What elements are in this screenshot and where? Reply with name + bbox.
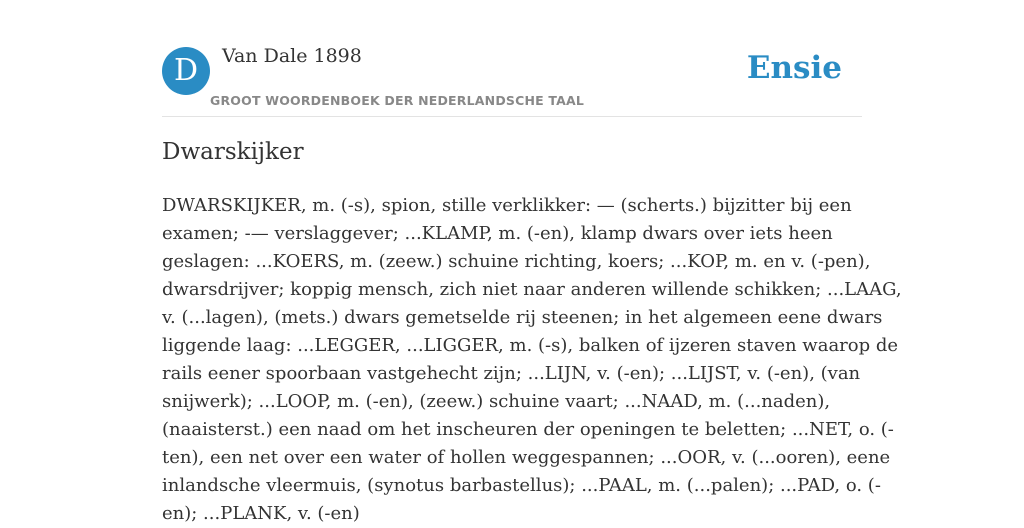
entry-line: rails eener spoorbaan vastgehecht zijn; ...LIJN, v. (-en); ...LIJST, v. (-en), (van bbox=[162, 363, 861, 384]
entry-heading: Dwarskijker bbox=[162, 139, 304, 165]
ensie-brand-link[interactable]: Ensie bbox=[746, 50, 842, 86]
dictionary-logo-badge[interactable]: D bbox=[162, 47, 210, 95]
entry-body bbox=[162, 192, 902, 528]
entry-line: examen; -— verslaggever; ...KLAMP, m. (-en), klamp dwars over iets heen bbox=[162, 223, 833, 244]
entry-line: inlandsche vleermuis, (synotus barbastellus); ...PAAL, m. (...palen); ...PAD, o. (- bbox=[162, 475, 881, 496]
entry-line: DWARSKIJKER, m. (-s), spion, stille verklikker: — (scherts.) bijzitter bij een bbox=[162, 195, 852, 216]
entry-line: en); ...PLANK, v. (-en) bbox=[162, 503, 360, 524]
site-header bbox=[162, 40, 862, 117]
dictionary-subtitle: GROOT WOORDENBOEK DER NEDERLANDSCHE TAAL bbox=[210, 93, 585, 108]
entry-line: dwarsdrijver; koppig mensch, zich niet naar anderen willende schikken; ...LAAG, bbox=[162, 279, 902, 300]
entry-line: geslagen: ...KOERS, m. (zeew.) schuine richting, koers; ...KOP, m. en v. (-pen), bbox=[162, 251, 871, 272]
entry-line: snijwerk); ...LOOP, m. (-en), (zeew.) schuine vaart; ...NAAD, m. (...naden), bbox=[162, 391, 831, 412]
entry-line: ten), een net over een water of hollen weggespannen; ...OOR, v. (...ooren), eene bbox=[162, 447, 891, 468]
entry-line: v. (...lagen), (mets.) dwars gemetselde rij steenen; in het algemeen eene dwars bbox=[162, 307, 883, 328]
entry-line: liggende laag: ...LEGGER, ...LIGGER, m. (-s), balken of ijzeren staven waarop de bbox=[162, 335, 899, 356]
dictionary-title[interactable]: Van Dale 1898 bbox=[222, 45, 362, 67]
entry-line: (naaisterst.) een naad om het inscheuren der openingen te beletten; ...NET, o. (- bbox=[162, 419, 894, 440]
